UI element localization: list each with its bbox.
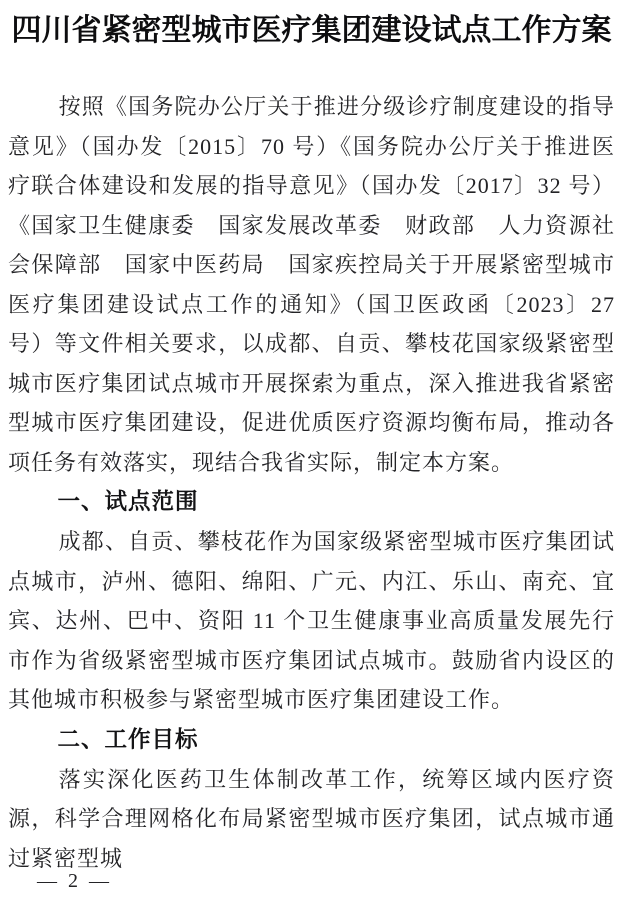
section-1-heading: 一、试点范围 xyxy=(57,489,199,514)
intro-paragraph: 按照《国务院办公厅关于推进分级诊疗制度建设的指导意见》（国办发〔2015〕70 号）《国务院办公厅关于推进医疗联合体建设和发展的指导意见》（国办发〔2017〕32 号）《国家卫生健康委 国家发展改革委 财政部 人力资源社会保障部 国家中医药局 国家疾控局关于开展紧密型城市医疗集团建设试点工作的通知》（国卫医政函〔2023〕27 号）等文件相关要求，以成都、自贡、攀枝花国家级紧密型城市医疗集团试点城市开展探索为重点，深入推进我省紧密型城市医疗集团建设，促进优质医疗资源均衡布局，推动各项任务有效落实，现结合我省实际，制定本方案。 xyxy=(8,94,615,475)
document-body xyxy=(8,87,615,878)
page-number: — 2 — xyxy=(37,870,112,892)
section-2-heading: 二、工作目标 xyxy=(57,726,199,752)
section-1-paragraph: 成都、自贡、攀枝花作为国家级紧密型城市医疗集团试点城市，泸州、德阳、绵阳、广元、内江、乐山、南充、宜宾、达州、巴中、资阳 11 个卫生健康事业高质量发展先行市作为省级紧密型城市医疗集团试点城市。鼓励省内设区的其他城市积极参与紧密型城市医疗集团建设工作。 xyxy=(8,529,615,712)
document-title: 四川省紧密型城市医疗集团建设试点工作方案 xyxy=(11,14,612,47)
section-2-paragraph: 落实深化医药卫生体制改革工作，统筹区域内医疗资源，科学合理网格化布局紧密型城市医疗集团，试点城市通过紧密型城 xyxy=(8,766,615,871)
